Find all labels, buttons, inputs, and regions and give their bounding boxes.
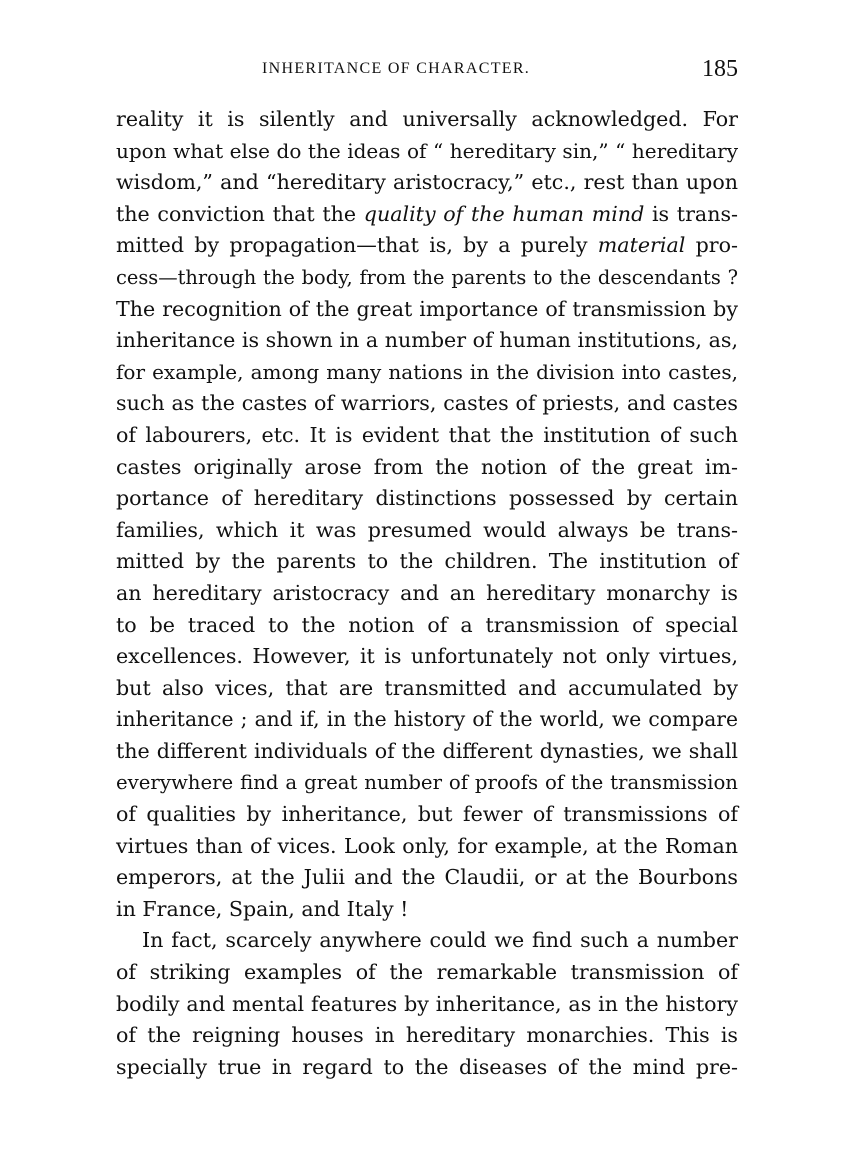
text-line: of qualities by inheritance, but fewer of transmissions of	[116, 802, 738, 827]
text-line: of striking examples of the remarkable transmission of	[116, 960, 738, 985]
text-line-with-emphasis	[116, 230, 738, 262]
text-line: but also vices, that are transmitted and accumulated by	[116, 675, 738, 700]
running-head	[116, 56, 738, 86]
running-title: INHERITANCE OF CHARACTER.	[262, 60, 531, 77]
text-line: The recognition of the great importance of transmission by	[116, 296, 738, 321]
text-segment: the conviction that the	[116, 201, 364, 226]
text-line: cess—through the body, from the parents to the descendants ?	[116, 265, 738, 289]
text-line: specially true in regard to the diseases of the mind pre-	[116, 1054, 738, 1079]
text-line: virtues than of vices. Look only, for example, at the Roman	[116, 833, 738, 858]
text-segment: is trans-	[644, 201, 738, 226]
text-line: everywhere find a great number of proofs of the transmission	[116, 771, 738, 795]
text-line: inheritance ; and if, in the history of the world, we compare	[116, 707, 738, 732]
text-line: mitted by the parents to the children. The institution of	[116, 549, 738, 574]
text-line: wisdom,” and “hereditary aristocracy,” etc., rest than upon	[116, 170, 738, 195]
text-line: excellences. However, it is unfortunately not only virtues,	[116, 644, 738, 669]
text-line: such as the castes of warriors, castes of priests, and castes	[116, 391, 738, 416]
text-line: castes originally arose from the notion of the great im-	[116, 454, 738, 479]
text-line: inheritance is shown in a number of human institutions, as,	[116, 328, 738, 353]
italic-word: material	[597, 233, 686, 258]
text-segment: mitted by propagation—that is, by a purely	[116, 233, 598, 258]
paragraph-end-line: in France, Spain, and Italy !	[116, 896, 409, 921]
text-line: an hereditary aristocracy and an hereditary monarchy is	[116, 580, 738, 605]
page-number: 185	[702, 56, 738, 82]
text-line: for example, among many nations in the division into castes,	[116, 359, 738, 384]
text-line: of the reigning houses in hereditary monarchies. This is	[116, 1023, 738, 1048]
text-line: reality it is silently and universally acknowledged. For	[116, 107, 738, 131]
text-line: of labourers, etc. It is evident that the institution of such	[116, 422, 738, 447]
text-line: emperors, at the Julii and the Claudii, or at the Bourbons	[116, 865, 738, 890]
italic-phrase: quality of the human mind	[363, 201, 645, 226]
text-line: portance of hereditary distinctions possessed by certain	[116, 486, 738, 511]
text-line: bodily and mental features by inheritance, as in the history	[116, 991, 738, 1016]
text-line: families, which it was presumed would always be trans-	[116, 517, 738, 542]
text-line: the different individuals of the different dynasties, we shall	[116, 738, 738, 763]
text-segment: pro-	[685, 233, 738, 258]
text-line: upon what else do the ideas of “ hereditary sin,” “ hereditary	[116, 138, 738, 163]
text-line: to be traced to the notion of a transmission of special	[116, 612, 738, 637]
body-text	[116, 104, 738, 1083]
paragraph-first-line: In fact, scarcely anywhere could we find such a number	[142, 928, 738, 953]
text-line-with-emphasis	[116, 199, 738, 231]
